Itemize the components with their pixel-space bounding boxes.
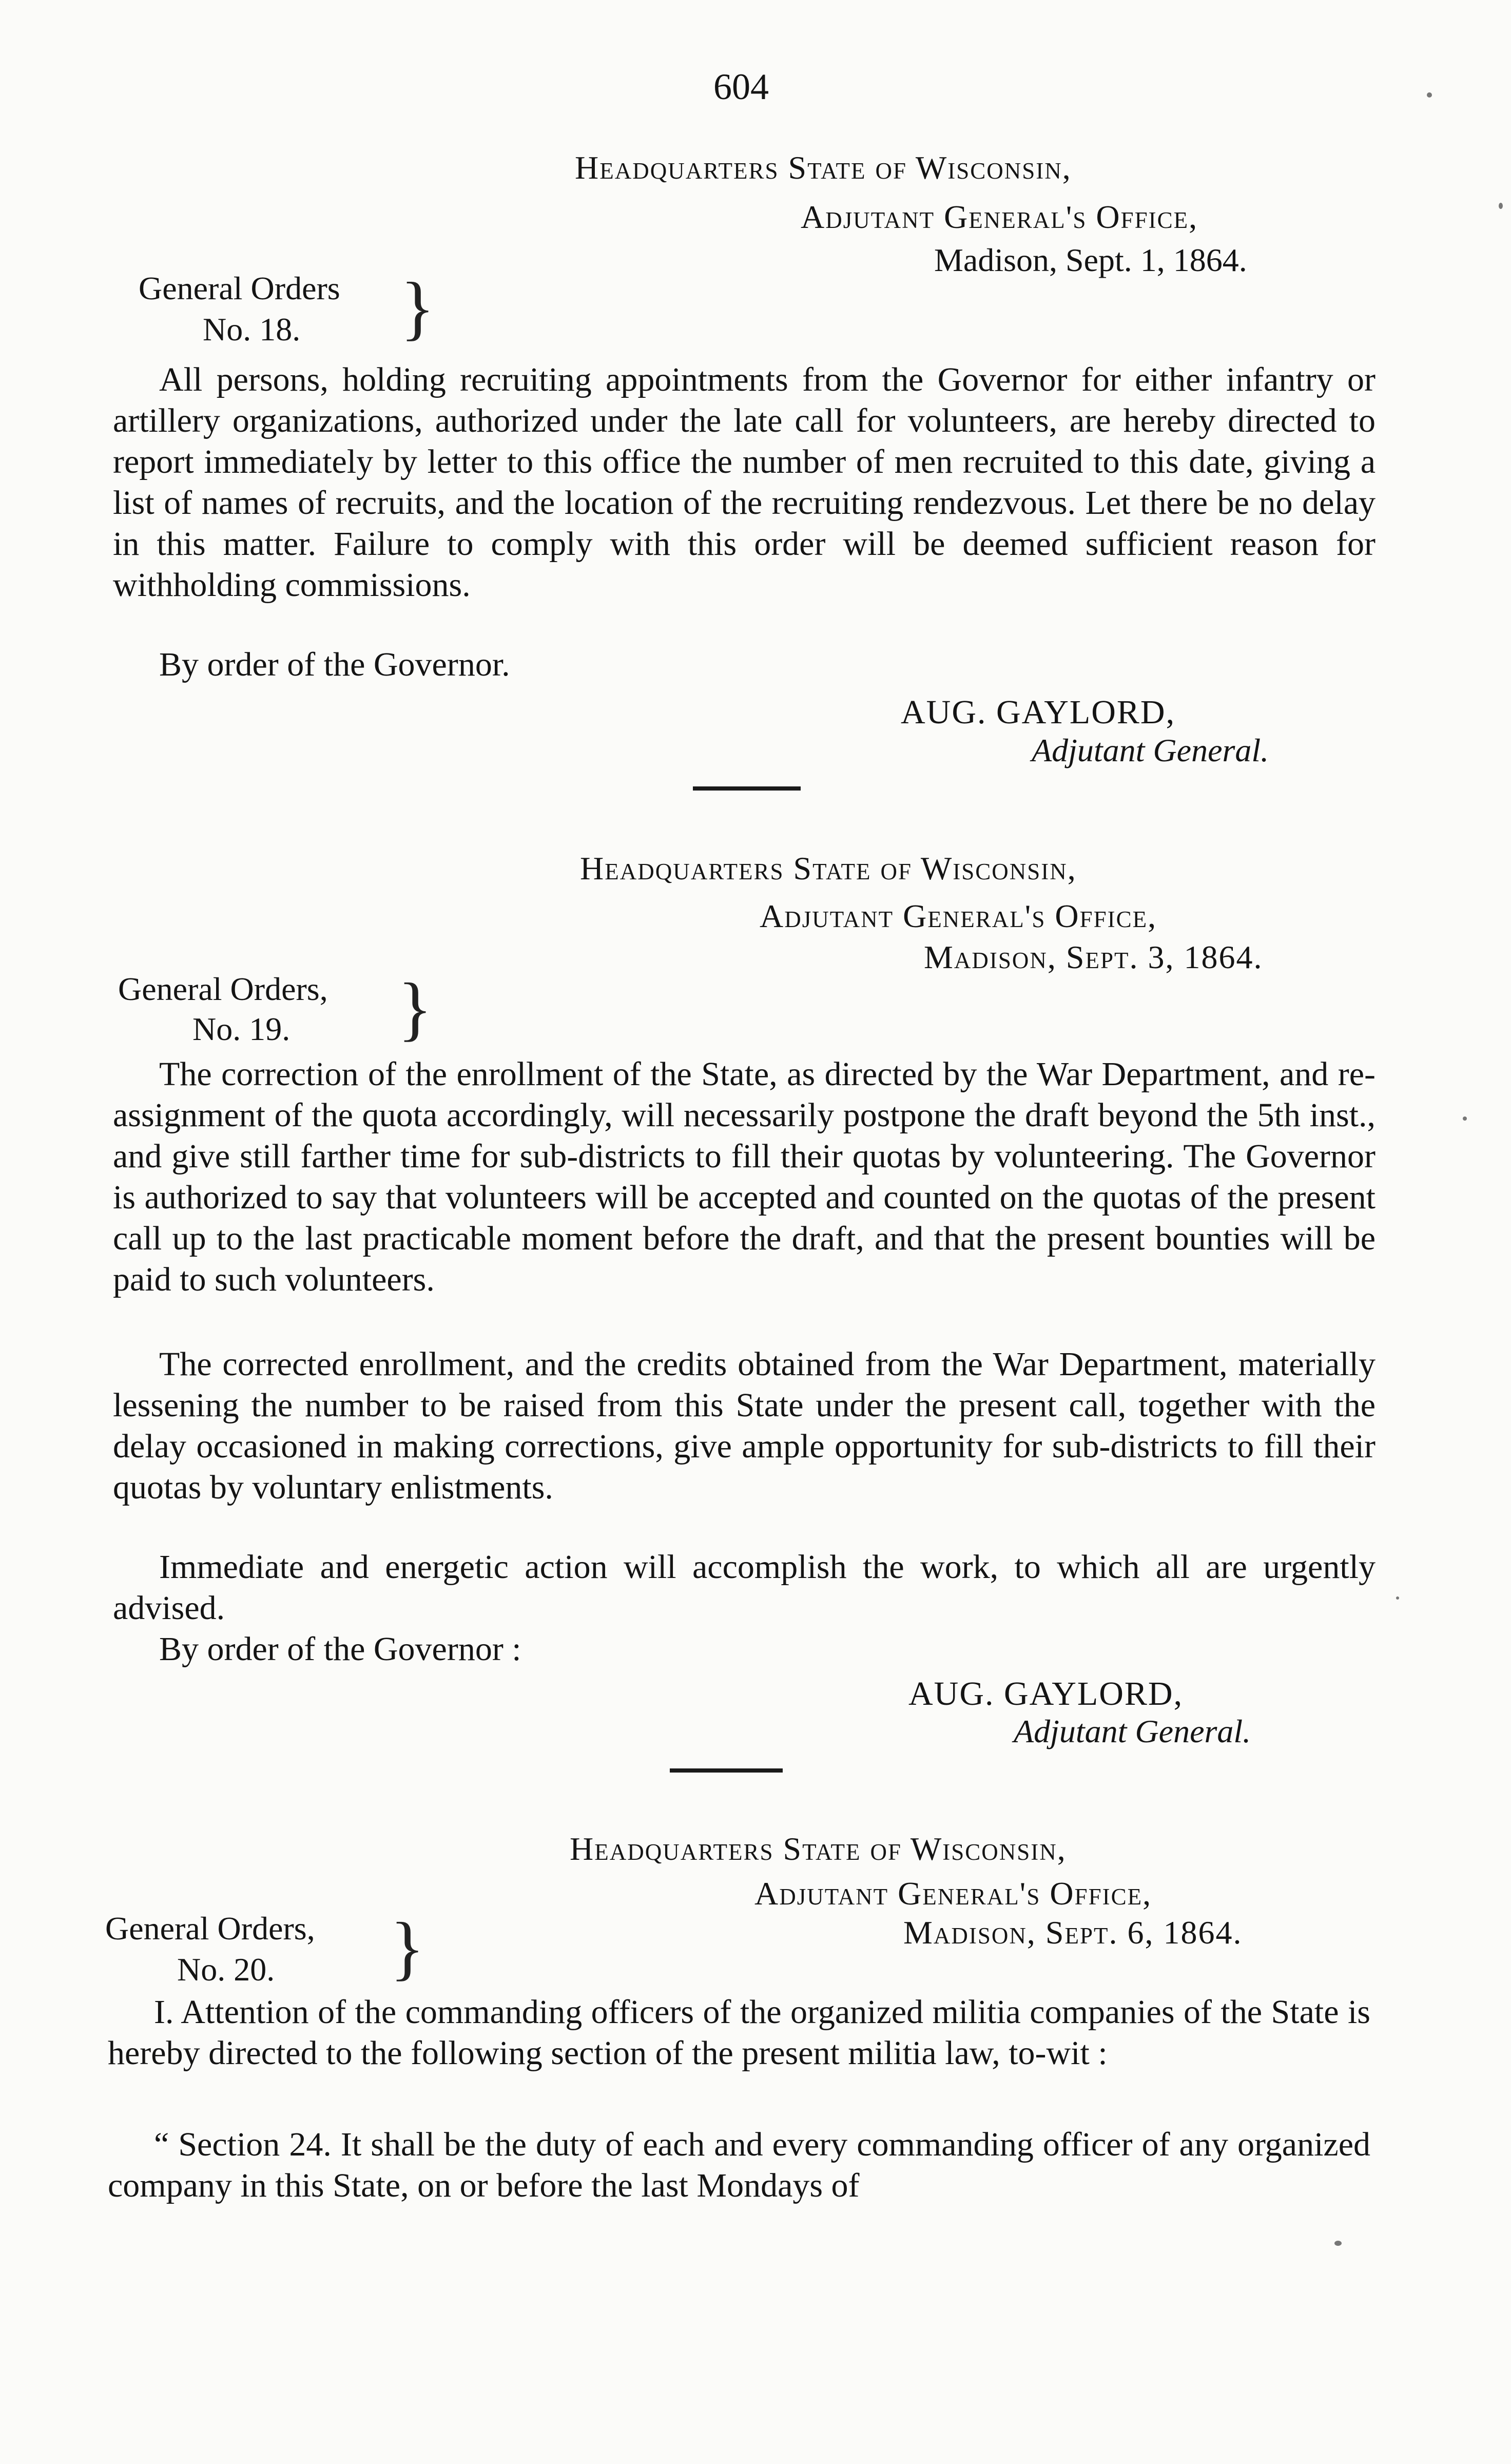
order-20-paragraph-2: “ Section 24. It shall be the duty of each and every commanding officer of any organized company in this State, on or before the last Mondays of bbox=[108, 2126, 1370, 2204]
order-19-heading-line1: Headquarters State of Wisconsin, bbox=[580, 850, 1077, 887]
order-18-brace: } bbox=[400, 268, 435, 348]
order-18-label-title: General Orders bbox=[139, 270, 340, 306]
order-19-heading-line2: Adjutant General's Office, bbox=[760, 898, 1157, 934]
order-18-label-number: No. 18. bbox=[203, 311, 301, 348]
scan-speck bbox=[1396, 1596, 1399, 1600]
order-18-heading-line1: Headquarters State of Wisconsin, bbox=[575, 149, 1072, 186]
order-20-brace: } bbox=[390, 1908, 425, 1988]
order-19-paragraph-2: The corrected enrollment, and the credits obtained from the War Department, materially lessening the number to be raised from this State under the present call, together with the delay occasioned in making corrections, give ample opportunity for sub-districts to fill their quotas by voluntary enlistments. bbox=[113, 1345, 1376, 1506]
order-18-heading-line2: Adjutant General's Office, bbox=[801, 199, 1198, 235]
order-19-signature-name: AUG. GAYLORD, bbox=[908, 1675, 1184, 1712]
scan-speck bbox=[1334, 2241, 1342, 2246]
order-19-brace: } bbox=[398, 969, 433, 1048]
page-number: 604 bbox=[713, 66, 769, 107]
order-19-signature-title: Adjutant General. bbox=[1014, 1713, 1251, 1749]
order-18-signature-name: AUG. GAYLORD, bbox=[901, 694, 1176, 731]
order-18-paragraph-2: By order of the Governor. bbox=[159, 646, 510, 683]
order-18-paragraph-1: All persons, holding recruiting appointments from the Governor for either infantry or artillery organizations, authorized under the late call for volunteers, are hereby directed to report immediately by letter to this office the number of men recruited to this date, giving a list of names of recruits, and the location of the recruiting rendezvous. Let there be no delay in this matter. Failure to comply with this order will be deemed sufficient reason for withholding commissions. bbox=[113, 361, 1376, 604]
scan-speck bbox=[1463, 1116, 1467, 1121]
scan-speck bbox=[1499, 203, 1503, 209]
order-19-heading-date bbox=[924, 938, 1263, 976]
order-20-label-number: No. 20. bbox=[177, 1951, 275, 1988]
order-19-label-title: General Orders, bbox=[118, 971, 328, 1007]
order-20-paragraph-1: I. Attention of the commanding officers of the organized militia companies of the State is hereby directed to the following section of the present militia law, to-wit : bbox=[108, 1993, 1370, 2072]
order-20-label-title: General Orders, bbox=[105, 1910, 315, 1947]
section-divider-2 bbox=[670, 1768, 783, 1773]
order-19-heading-date-text: Madison, Sept. 3, 1864. bbox=[924, 939, 1263, 975]
order-20-heading-date-text: Madison, Sept. 6, 1864. bbox=[903, 1914, 1243, 1951]
order-19-paragraph-1: The correction of the enrollment of the State, as directed by the War Department, and re-assignment of the quota accordingly, will necessarily postpone the draft beyond the 5th inst., and give still farther time for sub-districts to fill their quotas by volunteering. The Governor is authorized to say that volunteers will be accepted and counted on the quotas of the present call up to the last practicable moment before the draft, and that the present bounties will be paid to such volunteers. bbox=[113, 1055, 1376, 1298]
section-divider bbox=[693, 786, 801, 791]
scan-speck bbox=[1427, 92, 1432, 98]
order-18-signature-title: Adjutant General. bbox=[1032, 732, 1269, 768]
order-19-paragraph-3: Immediate and energetic action will accomplish the work, to which all are urgently advised. bbox=[113, 1548, 1376, 1627]
order-20-heading-line1: Headquarters State of Wisconsin, bbox=[570, 1831, 1067, 1867]
order-19-paragraph-4: By order of the Governor : bbox=[159, 1630, 521, 1668]
order-20-heading-date bbox=[903, 1914, 1243, 1952]
order-19-label-number: No. 19. bbox=[192, 1011, 290, 1047]
order-20-heading-line2: Adjutant General's Office, bbox=[754, 1875, 1152, 1912]
order-18-heading-date: Madison, Sept. 1, 1864. bbox=[934, 242, 1247, 278]
